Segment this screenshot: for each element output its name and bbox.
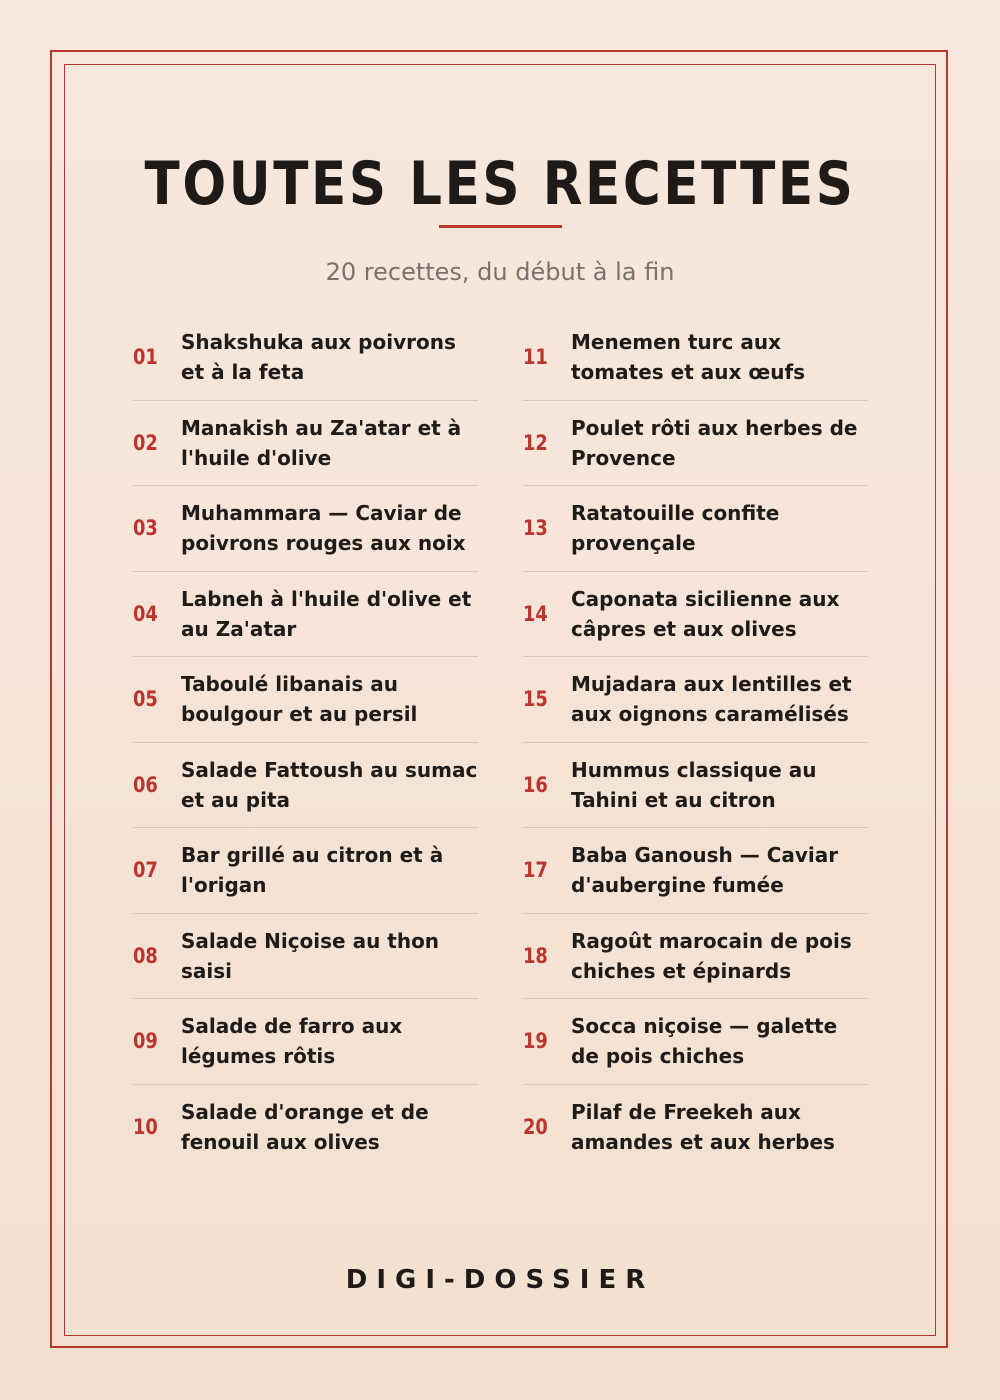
recipe-number: 01 (133, 344, 158, 369)
recipe-list-left (133, 314, 478, 1169)
recipe-name: Caponata sicilienne aux câpres et aux olives (571, 586, 840, 641)
recipe-number: 08 (133, 943, 158, 968)
recipe-number: 16 (523, 772, 548, 797)
recipe-item[interactable] (523, 913, 868, 999)
recipe-name: Salade Niçoise au thon saisi (181, 928, 440, 983)
recipe-number: 10 (133, 1114, 158, 1139)
recipe-name: Labneh à l'huile d'olive et au Za'atar (181, 586, 472, 641)
recipe-name: Taboulé libanais au boulgour et au persil (181, 672, 418, 727)
recipe-name: Manakish au Za'atar et à l'huile d'olive (181, 415, 462, 470)
recipe-item[interactable] (133, 400, 478, 486)
recipe-number: 12 (523, 430, 548, 455)
recipe-name: Mujadara aux lentilles et aux oignons caramélisés (571, 672, 852, 727)
recipe-item[interactable] (133, 314, 478, 400)
recipe-name: Muhammara — Caviar de poivrons rouges aux noix (181, 501, 466, 556)
recipe-item[interactable] (133, 1084, 478, 1170)
recipe-number: 13 (523, 516, 548, 541)
page-title: TOUTES LES RECETTES (144, 149, 856, 219)
recipe-number: 09 (133, 1029, 158, 1054)
recipe-item[interactable] (133, 742, 478, 828)
recipe-number: 17 (523, 858, 548, 883)
recipe-name: Baba Ganoush — Caviar d'aubergine fumée (571, 843, 839, 898)
recipe-number: 19 (523, 1029, 548, 1054)
recipe-item[interactable] (133, 485, 478, 571)
recipe-item[interactable] (523, 400, 868, 486)
recipe-item[interactable] (523, 1084, 868, 1170)
recipe-name: Socca niçoise — galette de pois chiches (571, 1014, 838, 1069)
recipe-item[interactable] (523, 571, 868, 657)
recipe-item[interactable] (133, 998, 478, 1084)
recipe-number: 04 (133, 601, 158, 626)
recipe-number: 03 (133, 516, 158, 541)
recipe-name: Salade de farro aux légumes rôtis (181, 1014, 403, 1069)
recipe-list-right (523, 314, 868, 1169)
recipe-name: Bar grillé au citron et à l'origan (181, 843, 444, 898)
page-subtitle: 20 recettes, du début à la fin (325, 258, 675, 286)
recipe-name: Salade d'orange et de fenouil aux olives (181, 1099, 429, 1154)
recipe-item[interactable] (523, 998, 868, 1084)
recipe-number: 18 (523, 943, 548, 968)
title-underline (439, 225, 562, 228)
recipe-item[interactable] (133, 656, 478, 742)
recipe-item[interactable] (133, 827, 478, 913)
recipe-name: Poulet rôti aux herbes de Provence (571, 415, 858, 470)
recipe-name: Pilaf de Freekeh aux amandes et aux herbes (571, 1099, 835, 1154)
recipe-number: 14 (523, 601, 548, 626)
recipe-name: Salade Fattoush au sumac et au pita (181, 757, 478, 812)
recipe-number: 07 (133, 858, 158, 883)
recipe-item[interactable] (523, 656, 868, 742)
recipe-item[interactable] (523, 827, 868, 913)
recipe-item[interactable] (523, 742, 868, 828)
recipe-number: 11 (523, 344, 548, 369)
recipe-name: Hummus classique au Tahini et au citron (571, 757, 817, 812)
recipe-name: Menemen turc aux tomates et aux œufs (571, 329, 806, 384)
recipe-number: 06 (133, 772, 158, 797)
recipe-number: 02 (133, 430, 158, 455)
recipe-item[interactable] (133, 913, 478, 999)
recipe-name: Ragoût marocain de pois chiches et épinards (571, 928, 852, 983)
recipe-item[interactable] (523, 485, 868, 571)
recipe-number: 15 (523, 687, 548, 712)
recipe-name: Shakshuka aux poivrons et à la feta (181, 329, 456, 384)
recipe-number: 20 (523, 1114, 548, 1139)
brand-footer: DIGI-DOSSIER (345, 1265, 655, 1295)
recipe-item[interactable] (523, 314, 868, 400)
recipe-name: Ratatouille confite provençale (571, 501, 780, 556)
recipe-item[interactable] (133, 571, 478, 657)
recipe-number: 05 (133, 687, 158, 712)
